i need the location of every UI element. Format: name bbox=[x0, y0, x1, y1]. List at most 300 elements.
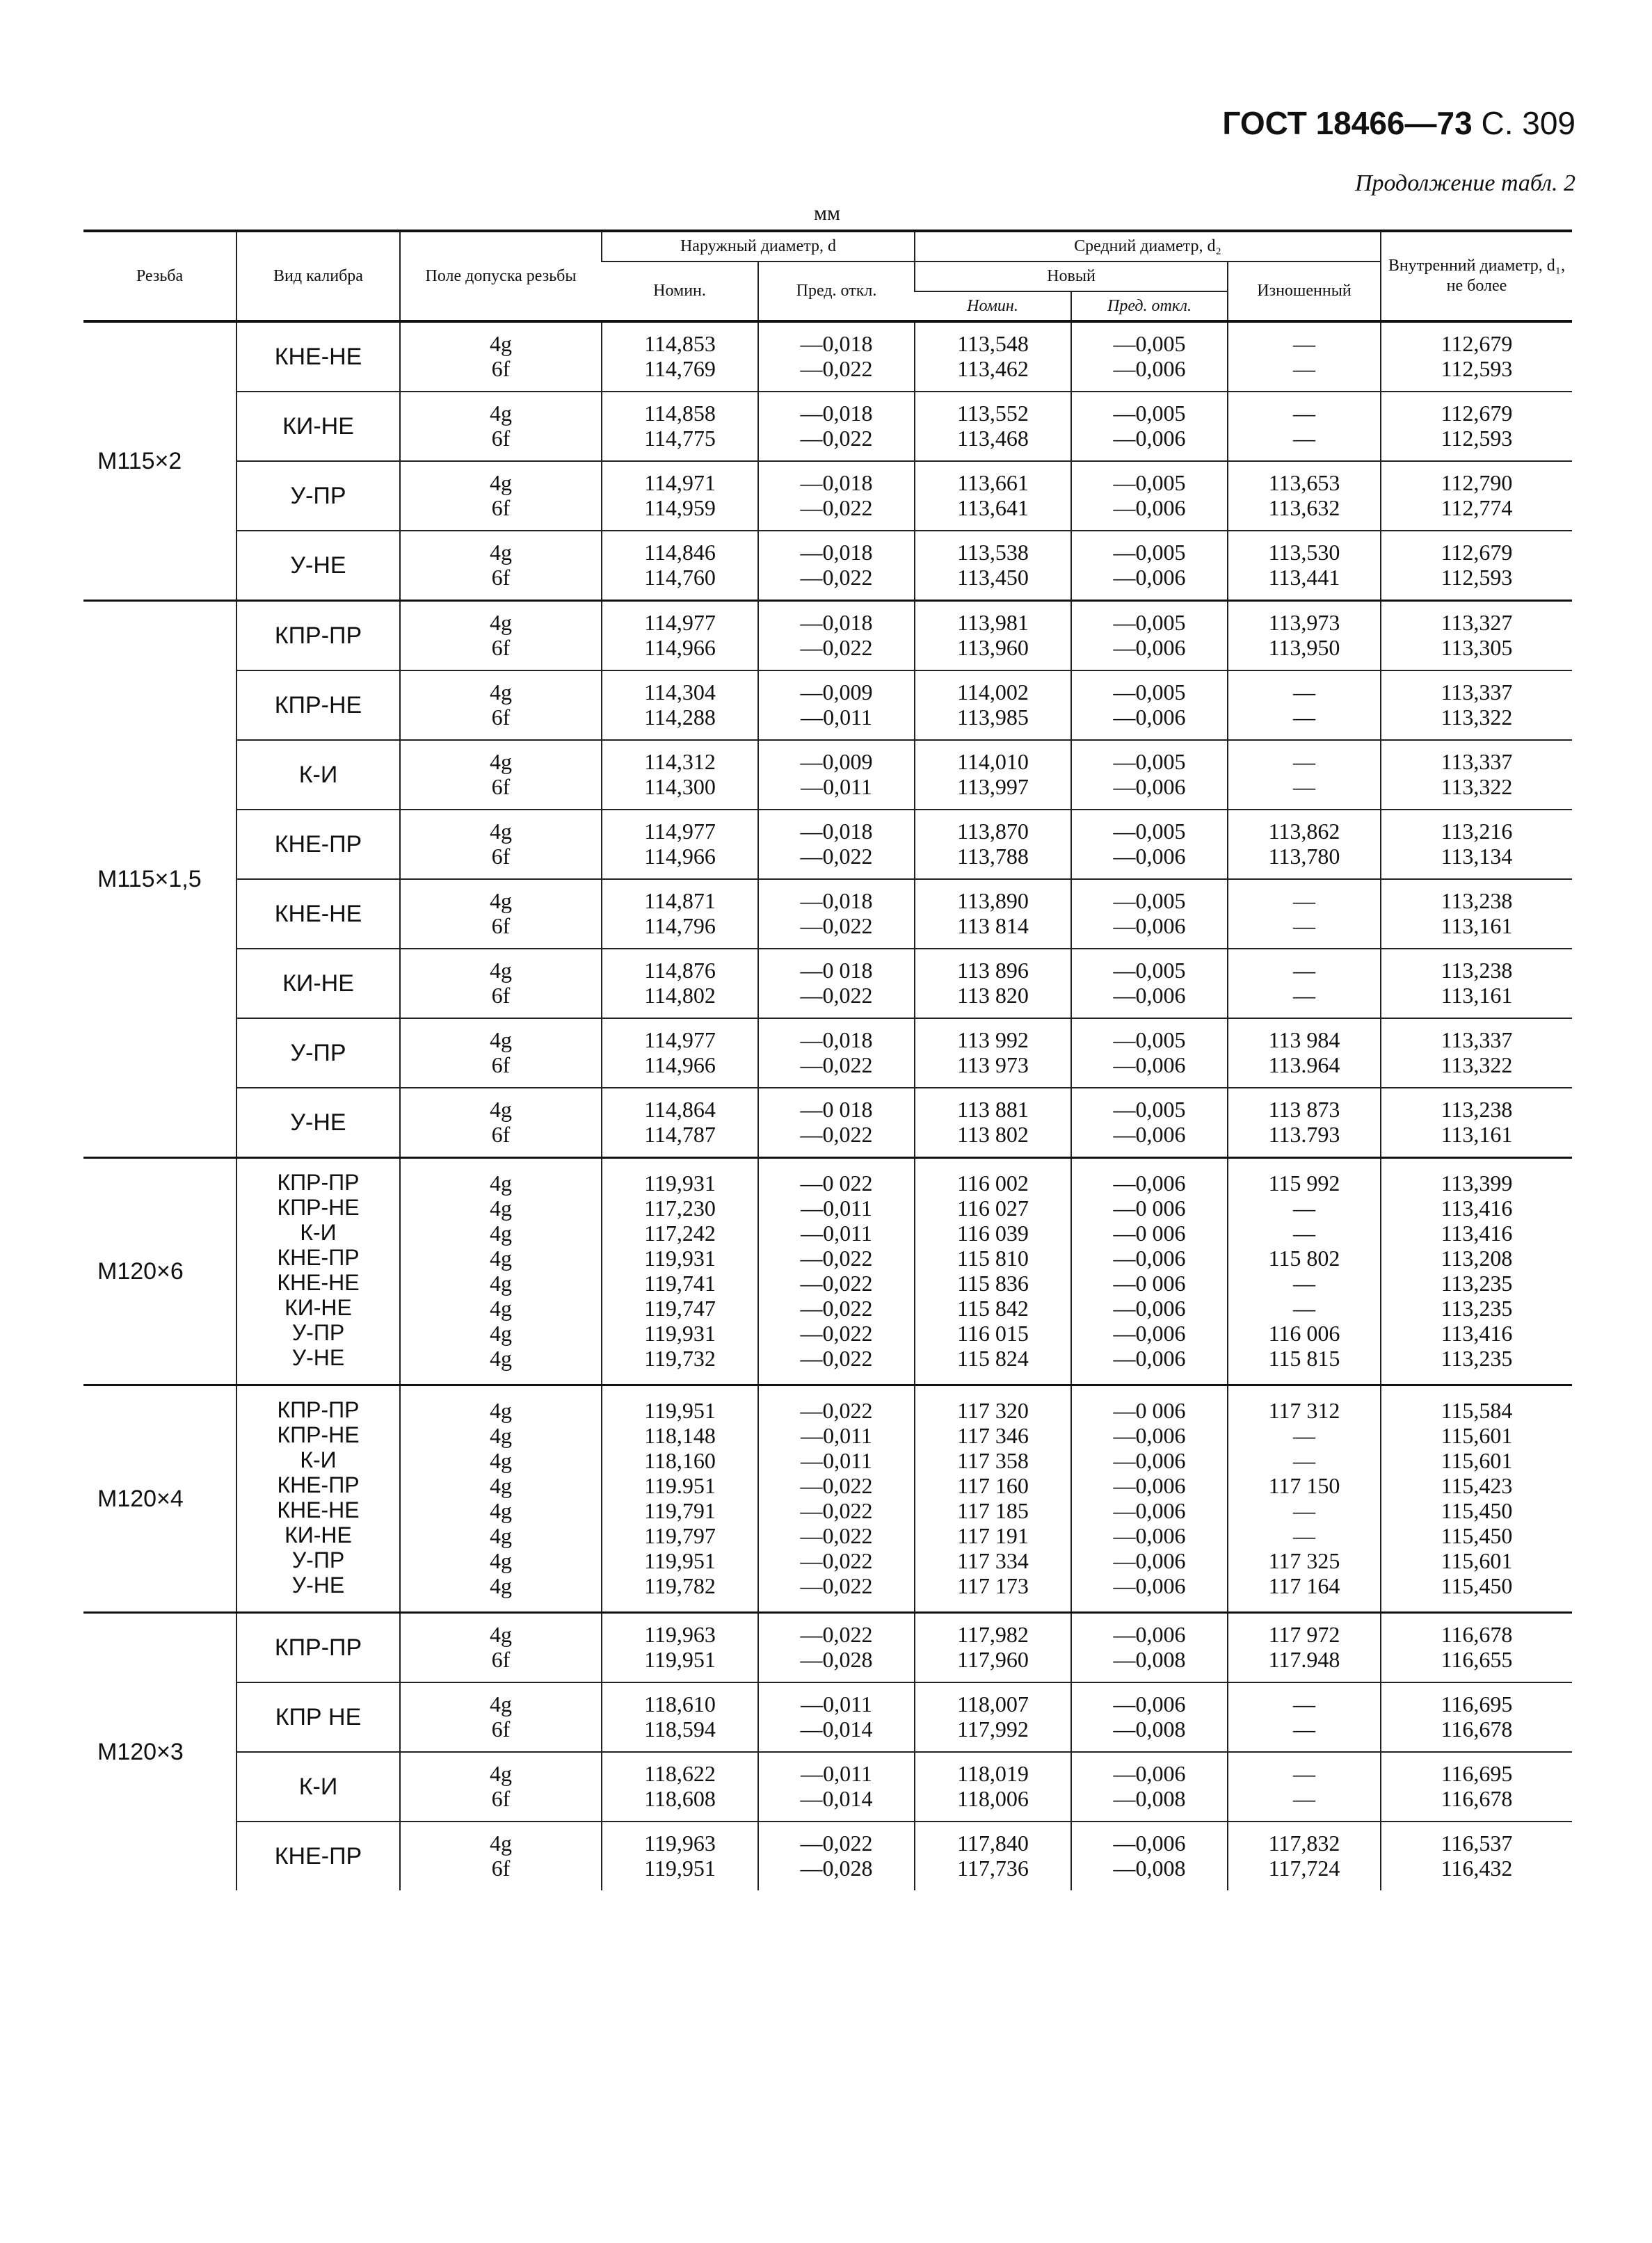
outer-deviation-cell-value: —0,022 bbox=[800, 565, 873, 590]
tolerance-cell bbox=[400, 461, 602, 531]
inner-diameter-cell bbox=[1381, 949, 1572, 1018]
mid-nominal-cell-value: 114,010 bbox=[957, 749, 1029, 775]
gauge-type-cell-value: У-ПР bbox=[291, 1547, 345, 1573]
mid-deviation-cell bbox=[1071, 601, 1228, 671]
tolerance-cell-value: 6f bbox=[491, 1717, 511, 1742]
worn-cell bbox=[1228, 1822, 1381, 1890]
worn-cell-value: — bbox=[1293, 1271, 1315, 1296]
mid-deviation-cell-value: —0,006 bbox=[1113, 774, 1186, 800]
inner-diameter-cell-value: 116,432 bbox=[1441, 1856, 1513, 1881]
outer-nominal-cell bbox=[602, 531, 758, 601]
tolerance-cell bbox=[400, 949, 602, 1018]
inner-diameter-cell-value: 115,601 bbox=[1441, 1448, 1513, 1474]
worn-cell-value: — bbox=[1293, 401, 1315, 426]
table-row bbox=[83, 1682, 1572, 1752]
gauge-type-cell: КНЕ-НЕ bbox=[236, 321, 400, 392]
outer-deviation-cell bbox=[758, 1752, 915, 1822]
outer-nominal-cell bbox=[602, 949, 758, 1018]
mid-deviation-cell-value: —0,006 bbox=[1113, 913, 1186, 939]
mid-nominal-cell-value: 113 814 bbox=[957, 913, 1029, 939]
col-mid-new: Новый bbox=[915, 262, 1228, 291]
col-outer-dev: Пред. откл. bbox=[758, 262, 915, 322]
gauge-type-cell-value: КНЕ-ПР bbox=[277, 1245, 360, 1271]
mid-nominal-cell-value: 118,019 bbox=[957, 1761, 1029, 1787]
outer-nominal-cell bbox=[602, 601, 758, 671]
worn-cell-value: — bbox=[1293, 1448, 1315, 1474]
outer-deviation-cell-value: —0,022 bbox=[800, 1622, 873, 1648]
mid-deviation-cell bbox=[1071, 810, 1228, 879]
outer-nominal-cell-value: 118,160 bbox=[644, 1448, 716, 1474]
outer-deviation-cell-value: —0,014 bbox=[800, 1717, 873, 1742]
inner-diameter-cell-value: 112,593 bbox=[1441, 356, 1513, 382]
outer-deviation-cell-value: —0,022 bbox=[800, 356, 873, 382]
gauge-type-cell: К-И bbox=[236, 740, 400, 810]
inner-diameter-cell-value: 116,678 bbox=[1441, 1622, 1513, 1648]
mid-nominal-cell-value: 113,552 bbox=[957, 401, 1029, 426]
tolerance-cell-value: 4g bbox=[490, 331, 512, 357]
outer-nominal-cell-value: 114,966 bbox=[644, 844, 716, 869]
table-row bbox=[83, 949, 1572, 1018]
worn-cell-value: 117 972 bbox=[1268, 1622, 1340, 1648]
inner-diameter-cell-value: 112,593 bbox=[1441, 426, 1513, 451]
inner-diameter-cell-value: 113,235 bbox=[1441, 1271, 1513, 1296]
mid-deviation-cell bbox=[1071, 949, 1228, 1018]
worn-cell-value: 113.964 bbox=[1268, 1052, 1340, 1078]
outer-nominal-cell-value: 114,977 bbox=[644, 610, 716, 636]
gauge-type-cell: КИ-НЕ bbox=[236, 949, 400, 1018]
outer-deviation-cell-value: —0,022 bbox=[800, 983, 873, 1008]
mid-deviation-cell bbox=[1071, 1088, 1228, 1158]
worn-cell bbox=[1228, 392, 1381, 461]
worn-cell-value: 117.948 bbox=[1268, 1647, 1340, 1673]
outer-deviation-cell-value: —0 018 bbox=[800, 958, 873, 983]
mid-nominal-cell-value: 115 836 bbox=[957, 1271, 1029, 1296]
worn-cell-value: — bbox=[1293, 705, 1315, 730]
worn-cell bbox=[1228, 810, 1381, 879]
gauge-type-cell-value: КПР-ПР bbox=[277, 1170, 360, 1196]
outer-nominal-cell-value: 114,775 bbox=[644, 426, 716, 451]
worn-cell bbox=[1228, 531, 1381, 601]
outer-nominal-cell-value: 118,622 bbox=[644, 1761, 716, 1787]
inner-diameter-cell bbox=[1381, 531, 1572, 601]
inner-diameter-cell-value: 113,337 bbox=[1441, 680, 1513, 705]
mid-deviation-cell-value: —0,005 bbox=[1113, 1027, 1186, 1053]
outer-nominal-cell-value: 119,951 bbox=[644, 1398, 716, 1424]
tolerance-cell bbox=[400, 392, 602, 461]
thread-cell: М120×6 bbox=[83, 1158, 236, 1385]
outer-deviation-cell bbox=[758, 810, 915, 879]
worn-cell-value: — bbox=[1293, 1786, 1315, 1812]
mid-nominal-cell-value: 117,992 bbox=[957, 1717, 1029, 1742]
outer-nominal-cell-value: 119,931 bbox=[644, 1171, 716, 1196]
inner-diameter-cell-value: 113,235 bbox=[1441, 1296, 1513, 1321]
mid-deviation-cell-value: —0,008 bbox=[1113, 1717, 1186, 1742]
outer-nominal-cell-value: 119,931 bbox=[644, 1246, 716, 1271]
outer-deviation-cell-value: —0,018 bbox=[800, 610, 873, 636]
outer-nominal-cell bbox=[602, 461, 758, 531]
outer-deviation-cell-value: —0,022 bbox=[800, 495, 873, 521]
inner-diameter-cell-value: 112,679 bbox=[1441, 540, 1513, 565]
inner-diameter-cell-value: 112,593 bbox=[1441, 565, 1513, 590]
outer-nominal-cell-value: 114,871 bbox=[644, 888, 716, 914]
mid-nominal-cell bbox=[915, 1088, 1071, 1158]
table-row bbox=[83, 601, 1572, 671]
worn-cell-value: — bbox=[1293, 1498, 1315, 1524]
outer-nominal-cell-value: 118,610 bbox=[644, 1691, 716, 1717]
mid-nominal-cell-value: 113,981 bbox=[957, 610, 1029, 636]
inner-diameter-cell bbox=[1381, 321, 1572, 392]
mid-nominal-cell-value: 117,982 bbox=[957, 1622, 1029, 1648]
tolerance-cell-value: 4g bbox=[490, 1271, 512, 1296]
gauge-type-cell-value: КИ-НЕ bbox=[284, 1522, 352, 1548]
gauge-type-cell-value: КНЕ-НЕ bbox=[277, 1497, 360, 1523]
gauge-type-cell: КПР-ПР bbox=[236, 1613, 400, 1683]
mid-deviation-cell-value: —0 006 bbox=[1113, 1196, 1186, 1221]
outer-deviation-cell-value: —0,022 bbox=[800, 1398, 873, 1424]
mid-deviation-cell bbox=[1071, 1018, 1228, 1088]
inner-diameter-cell-value: 113,322 bbox=[1441, 1052, 1513, 1078]
mid-deviation-cell-value: —0,006 bbox=[1113, 356, 1186, 382]
table-row bbox=[83, 740, 1572, 810]
outer-deviation-cell-value: —0,011 bbox=[801, 1196, 872, 1221]
inner-diameter-cell-value: 113,399 bbox=[1441, 1171, 1513, 1196]
gauge-type-cell-value: КИ-НЕ bbox=[284, 1295, 352, 1321]
outer-deviation-cell-value: —0,018 bbox=[800, 888, 873, 914]
worn-cell-value: — bbox=[1293, 1221, 1315, 1246]
col-mid-dev: Пред. откл. bbox=[1071, 291, 1228, 322]
outer-nominal-cell-value: 114,787 bbox=[644, 1122, 716, 1148]
outer-nominal-cell bbox=[602, 740, 758, 810]
outer-deviation-cell bbox=[758, 1822, 915, 1890]
tolerance-cell-value: 6f bbox=[491, 1856, 511, 1881]
outer-nominal-cell bbox=[602, 1088, 758, 1158]
tolerance-cell-value: 4g bbox=[490, 680, 512, 705]
mid-nominal-cell-value: 113,450 bbox=[957, 565, 1029, 590]
inner-diameter-cell bbox=[1381, 1752, 1572, 1822]
gauge-type-cell: У-ПР bbox=[236, 461, 400, 531]
tolerance-cell-value: 4g bbox=[490, 1171, 512, 1196]
worn-cell-value: — bbox=[1293, 1523, 1315, 1549]
outer-nominal-cell-value: 114,802 bbox=[644, 983, 716, 1008]
col-outer-group: Наружный диаметр, d bbox=[602, 231, 915, 262]
tolerance-cell-value: 4g bbox=[490, 1321, 512, 1346]
mid-nominal-cell bbox=[915, 531, 1071, 601]
worn-cell-value: — bbox=[1293, 356, 1315, 382]
gauge-type-cell: У-НЕ bbox=[236, 1088, 400, 1158]
worn-cell-value: — bbox=[1293, 888, 1315, 914]
tolerance-cell bbox=[400, 601, 602, 671]
outer-nominal-cell-value: 119,963 bbox=[644, 1622, 716, 1648]
mid-deviation-cell-value: —0,005 bbox=[1113, 401, 1186, 426]
outer-nominal-cell bbox=[602, 810, 758, 879]
worn-cell-value: — bbox=[1293, 1423, 1315, 1449]
gauge-type-cell: КНЕ-ПР bbox=[236, 810, 400, 879]
tolerance-cell-value: 6f bbox=[491, 774, 511, 800]
doc-number: ГОСТ 18466—73 bbox=[1222, 105, 1473, 141]
col-thread: Резьба bbox=[83, 231, 236, 321]
table-row bbox=[83, 392, 1572, 461]
mid-nominal-cell-value: 117 191 bbox=[957, 1523, 1029, 1549]
worn-cell-value: 113 984 bbox=[1268, 1027, 1340, 1053]
gauge-type-cell-value: КПР-ПР bbox=[277, 1397, 360, 1423]
tolerance-cell bbox=[400, 879, 602, 949]
outer-deviation-cell-value: —0,011 bbox=[801, 1448, 872, 1474]
tolerance-cell-value: 4g bbox=[490, 1346, 512, 1372]
table-row bbox=[83, 879, 1572, 949]
inner-diameter-cell-value: 112,774 bbox=[1441, 495, 1513, 521]
outer-deviation-cell-value: —0,011 bbox=[801, 1423, 872, 1449]
tolerance-cell-value: 4g bbox=[490, 1573, 512, 1599]
col-gauge: Вид калибра bbox=[236, 231, 400, 321]
worn-cell-value: — bbox=[1293, 426, 1315, 451]
tolerance-cell-value: 4g bbox=[490, 610, 512, 636]
worn-cell-value: 113,950 bbox=[1268, 635, 1340, 661]
inner-diameter-cell-value: 116,537 bbox=[1441, 1831, 1513, 1856]
gauge-type-cell: КНЕ-НЕ bbox=[236, 879, 400, 949]
outer-deviation-cell bbox=[758, 949, 915, 1018]
outer-nominal-cell-value: 114,304 bbox=[644, 680, 716, 705]
mid-deviation-cell bbox=[1071, 1682, 1228, 1752]
mid-deviation-cell bbox=[1071, 1613, 1228, 1683]
mid-deviation-cell-value: —0,005 bbox=[1113, 1097, 1186, 1123]
gauge-type-cell-value: У-НЕ bbox=[291, 1345, 345, 1371]
tolerance-cell bbox=[400, 1682, 602, 1752]
outer-deviation-cell-value: —0,022 bbox=[800, 1548, 873, 1574]
outer-deviation-cell-value: —0,018 bbox=[800, 819, 873, 844]
outer-deviation-cell-value: —0,022 bbox=[800, 913, 873, 939]
outer-deviation-cell-value: —0 022 bbox=[800, 1171, 873, 1196]
table-row bbox=[83, 1822, 1572, 1890]
inner-diameter-cell bbox=[1381, 740, 1572, 810]
inner-diameter-cell-value: 113,238 bbox=[1441, 888, 1513, 914]
tolerance-cell bbox=[400, 670, 602, 740]
outer-deviation-cell-value: —0,018 bbox=[800, 331, 873, 357]
gauge-type-cell: К-И bbox=[236, 1752, 400, 1822]
outer-nominal-cell-value: 114,846 bbox=[644, 540, 716, 565]
mid-deviation-cell bbox=[1071, 531, 1228, 601]
outer-deviation-cell-value: —0,018 bbox=[800, 540, 873, 565]
worn-cell-value: 117,724 bbox=[1268, 1856, 1340, 1881]
col-mid-worn: Изношенный bbox=[1228, 262, 1381, 322]
mid-deviation-cell-value: —0,006 bbox=[1113, 495, 1186, 521]
outer-deviation-cell bbox=[758, 531, 915, 601]
outer-deviation-cell bbox=[758, 1682, 915, 1752]
worn-cell-value: 113,780 bbox=[1268, 844, 1340, 869]
mid-deviation-cell-value: —0,005 bbox=[1113, 610, 1186, 636]
outer-deviation-cell-value: —0,018 bbox=[800, 401, 873, 426]
gauge-type-cell: КИ-НЕ bbox=[236, 392, 400, 461]
outer-nominal-cell-value: 117,242 bbox=[644, 1221, 716, 1246]
mid-nominal-cell-value: 113,985 bbox=[957, 705, 1029, 730]
tolerance-cell-value: 4g bbox=[490, 749, 512, 775]
table-row bbox=[83, 1158, 1572, 1385]
tolerance-cell-value: 6f bbox=[491, 1052, 511, 1078]
tolerance-cell-value: 6f bbox=[491, 426, 511, 451]
tolerance-cell-value: 4g bbox=[490, 819, 512, 844]
gauge-type-cell: КНЕ-ПР bbox=[236, 1822, 400, 1890]
mid-nominal-cell-value: 118,006 bbox=[957, 1786, 1029, 1812]
worn-cell-value: — bbox=[1293, 774, 1315, 800]
outer-deviation-cell-value: —0,014 bbox=[800, 1786, 873, 1812]
outer-deviation-cell-value: —0,022 bbox=[800, 426, 873, 451]
tolerance-cell-value: 4g bbox=[490, 1423, 512, 1449]
outer-deviation-cell-value: —0,011 bbox=[801, 774, 872, 800]
outer-nominal-cell-value: 119,951 bbox=[644, 1647, 716, 1673]
worn-cell-value: 117,832 bbox=[1268, 1831, 1340, 1856]
page-header bbox=[1222, 104, 1575, 142]
tolerance-cell-value: 6f bbox=[491, 1786, 511, 1812]
mid-deviation-cell-value: —0,006 bbox=[1113, 1296, 1186, 1321]
tolerance-cell bbox=[400, 740, 602, 810]
worn-cell bbox=[1228, 601, 1381, 671]
worn-cell-value: — bbox=[1293, 749, 1315, 775]
table-row bbox=[83, 1018, 1572, 1088]
outer-deviation-cell-value: —0 018 bbox=[800, 1097, 873, 1123]
worn-cell-value: 113,653 bbox=[1268, 470, 1340, 496]
tolerance-cell-value: 4g bbox=[490, 1246, 512, 1271]
outer-nominal-cell bbox=[602, 670, 758, 740]
gauge-type-cell-value: КНЕ-НЕ bbox=[277, 1270, 360, 1296]
mid-nominal-cell-value: 113,538 bbox=[957, 540, 1029, 565]
gauge-table bbox=[83, 230, 1572, 1890]
col-mid-group: Средний диаметр, d₂ bbox=[915, 231, 1381, 262]
worn-cell bbox=[1228, 1018, 1381, 1088]
table-body bbox=[83, 321, 1572, 1890]
mid-deviation-cell-value: —0 006 bbox=[1113, 1221, 1186, 1246]
outer-nominal-cell-value: 119,931 bbox=[644, 1321, 716, 1346]
mid-nominal-cell bbox=[915, 949, 1071, 1018]
tolerance-cell-value: 4g bbox=[490, 1498, 512, 1524]
outer-deviation-cell bbox=[758, 1613, 915, 1683]
tolerance-cell bbox=[400, 1613, 602, 1683]
mid-deviation-cell bbox=[1071, 670, 1228, 740]
outer-nominal-cell-value: 114,300 bbox=[644, 774, 716, 800]
col-outer-nom: Номин. bbox=[602, 262, 758, 322]
tolerance-cell-value: 6f bbox=[491, 635, 511, 661]
outer-nominal-cell bbox=[602, 1752, 758, 1822]
mid-nominal-cell bbox=[915, 392, 1071, 461]
outer-nominal-cell-value: 114,858 bbox=[644, 401, 716, 426]
outer-deviation-cell bbox=[758, 601, 915, 671]
tolerance-cell-value: 4g bbox=[490, 470, 512, 496]
mid-deviation-cell-value: —0,006 bbox=[1113, 635, 1186, 661]
outer-deviation-cell-value: —0,009 bbox=[800, 680, 873, 705]
outer-deviation-cell-value: —0,009 bbox=[800, 749, 873, 775]
outer-nominal-cell-value: 118,594 bbox=[644, 1717, 716, 1742]
mid-nominal-cell-value: 117 320 bbox=[957, 1398, 1029, 1424]
outer-deviation-cell-value: —0,022 bbox=[800, 1321, 873, 1346]
mid-nominal-cell-value: 118,007 bbox=[957, 1691, 1029, 1717]
tolerance-cell-value: 4g bbox=[490, 958, 512, 983]
worn-cell-value: 113,973 bbox=[1268, 610, 1340, 636]
tolerance-cell bbox=[400, 1822, 602, 1890]
mid-nominal-cell-value: 113,788 bbox=[957, 844, 1029, 869]
outer-deviation-cell bbox=[758, 670, 915, 740]
mid-deviation-cell-value: —0,005 bbox=[1113, 470, 1186, 496]
worn-cell bbox=[1228, 740, 1381, 810]
inner-diameter-cell-value: 113,134 bbox=[1441, 844, 1513, 869]
outer-nominal-cell bbox=[602, 1018, 758, 1088]
worn-cell-value: 117 164 bbox=[1268, 1573, 1340, 1599]
table-row bbox=[83, 321, 1572, 392]
outer-deviation-cell-value: —0,022 bbox=[800, 1473, 873, 1499]
worn-cell bbox=[1228, 1088, 1381, 1158]
outer-nominal-cell-value: 117,230 bbox=[644, 1196, 716, 1221]
outer-deviation-cell-value: —0,011 bbox=[801, 1691, 872, 1717]
inner-diameter-cell bbox=[1381, 461, 1572, 531]
mid-nominal-cell-value: 113 881 bbox=[957, 1097, 1029, 1123]
mid-deviation-cell-value: —0,006 bbox=[1113, 1122, 1186, 1148]
worn-cell-value: — bbox=[1293, 1691, 1315, 1717]
outer-deviation-cell-value: —0,028 bbox=[800, 1647, 873, 1673]
outer-nominal-cell-value: 114,288 bbox=[644, 705, 716, 730]
outer-nominal-cell bbox=[602, 1385, 758, 1613]
tolerance-cell bbox=[400, 321, 602, 392]
mid-deviation-cell-value: —0 006 bbox=[1113, 1398, 1186, 1424]
outer-nominal-cell-value: 114,977 bbox=[644, 819, 716, 844]
tolerance-cell-value: 4g bbox=[490, 1196, 512, 1221]
inner-diameter-cell bbox=[1381, 670, 1572, 740]
gauge-type-cell bbox=[236, 1385, 400, 1613]
col-inner: Внутренний диаметр, d₁, не более bbox=[1381, 231, 1572, 321]
outer-nominal-cell-value: 118,608 bbox=[644, 1786, 716, 1812]
mid-deviation-cell-value: —0,006 bbox=[1113, 844, 1186, 869]
outer-nominal-cell-value: 119,732 bbox=[644, 1346, 716, 1372]
worn-cell bbox=[1228, 321, 1381, 392]
mid-deviation-cell-value: —0,008 bbox=[1113, 1647, 1186, 1673]
mid-deviation-cell-value: —0,005 bbox=[1113, 680, 1186, 705]
outer-nominal-cell-value: 118,148 bbox=[644, 1423, 716, 1449]
gauge-type-cell: КПР-НЕ bbox=[236, 670, 400, 740]
gauge-type-cell-value: У-НЕ bbox=[291, 1573, 345, 1598]
mid-nominal-cell bbox=[915, 810, 1071, 879]
outer-nominal-cell-value: 119.951 bbox=[644, 1473, 716, 1499]
table-row bbox=[83, 810, 1572, 879]
gauge-type-cell-value: К-И bbox=[300, 1447, 337, 1473]
mid-nominal-cell-value: 113,890 bbox=[957, 888, 1029, 914]
mid-nominal-cell-value: 113 820 bbox=[957, 983, 1029, 1008]
gauge-type-cell bbox=[236, 1158, 400, 1385]
worn-cell-value: — bbox=[1293, 958, 1315, 983]
outer-deviation-cell bbox=[758, 1018, 915, 1088]
mid-nominal-cell-value: 117,840 bbox=[957, 1831, 1029, 1856]
inner-diameter-cell bbox=[1381, 1822, 1572, 1890]
table-row bbox=[83, 1752, 1572, 1822]
outer-deviation-cell bbox=[758, 321, 915, 392]
mid-nominal-cell bbox=[915, 1822, 1071, 1890]
tolerance-cell-value: 4g bbox=[490, 1448, 512, 1474]
outer-deviation-cell-value: —0,022 bbox=[800, 1246, 873, 1271]
mid-deviation-cell-value: —0,006 bbox=[1113, 1423, 1186, 1449]
outer-nominal-cell-value: 119,951 bbox=[644, 1856, 716, 1881]
mid-nominal-cell-value: 113 992 bbox=[957, 1027, 1029, 1053]
outer-nominal-cell-value: 114,959 bbox=[644, 495, 716, 521]
mid-nominal-cell-value: 117,736 bbox=[957, 1856, 1029, 1881]
outer-nominal-cell-value: 114,760 bbox=[644, 565, 716, 590]
tolerance-cell-value: 4g bbox=[490, 540, 512, 565]
outer-deviation-cell-value: —0,022 bbox=[800, 635, 873, 661]
inner-diameter-cell-value: 115,450 bbox=[1441, 1573, 1513, 1599]
outer-deviation-cell-value: —0,022 bbox=[800, 1271, 873, 1296]
table-header bbox=[83, 231, 1572, 321]
mid-nominal-cell bbox=[915, 1613, 1071, 1683]
inner-diameter-cell-value: 113,327 bbox=[1441, 610, 1513, 636]
inner-diameter-cell-value: 115,584 bbox=[1441, 1398, 1513, 1424]
mid-nominal-cell-value: 113,960 bbox=[957, 635, 1029, 661]
inner-diameter-cell-value: 112,679 bbox=[1441, 331, 1513, 357]
table-row bbox=[83, 1613, 1572, 1683]
tolerance-cell-value: 6f bbox=[491, 983, 511, 1008]
